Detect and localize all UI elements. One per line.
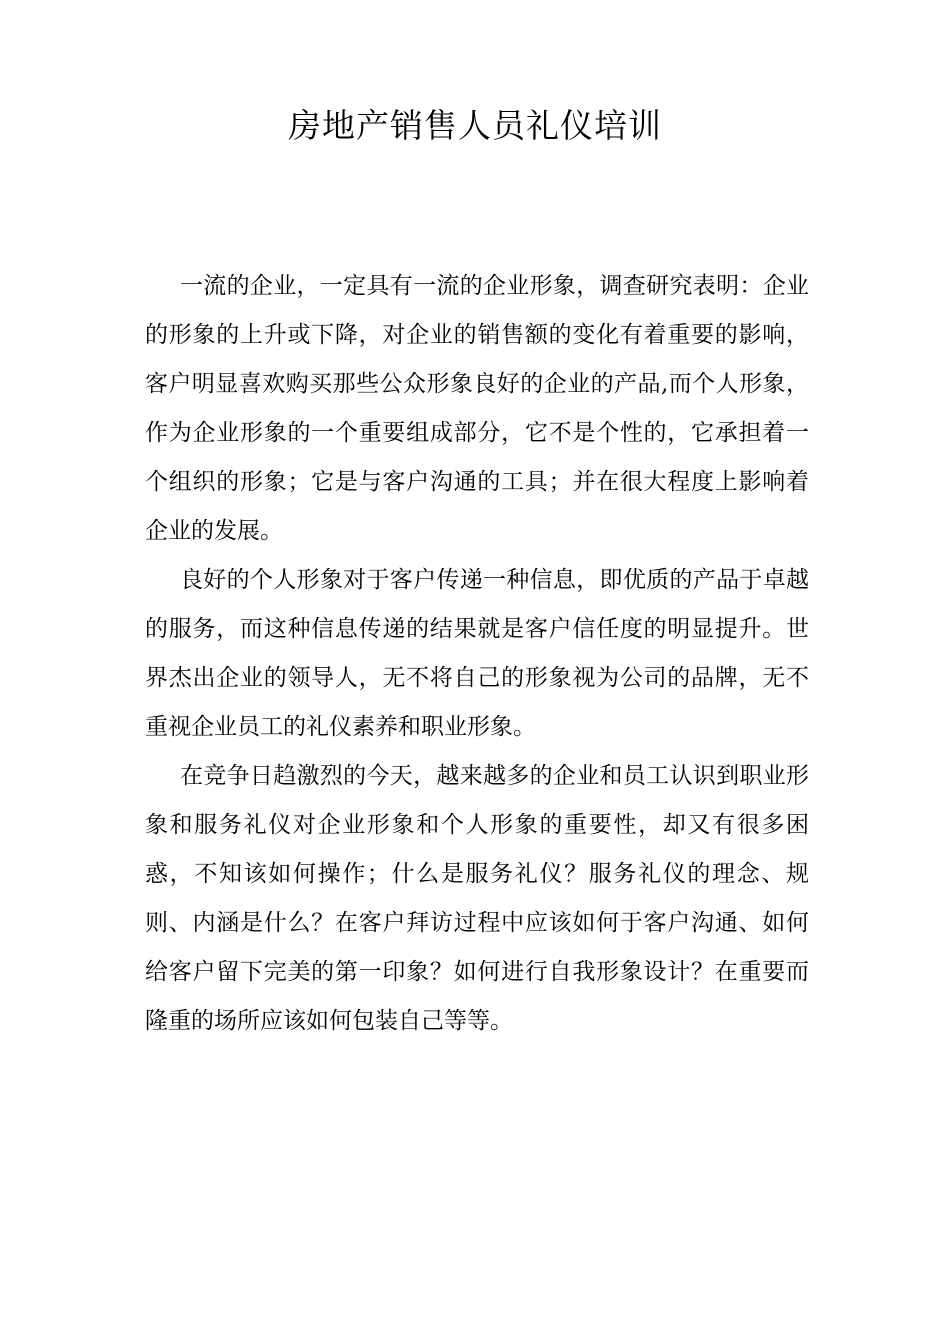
document-title: 房地产销售人员礼仪培训 — [288, 106, 662, 145]
paragraph-personal-image: 良好的个人形象对于客户传递一种信息，即优质的产品于卓越的服务，而这种信息传递的结果就是客户信任度的明显提升。世界杰出企业的领导人，无不将自己的形象视为公司的品牌，无不重视企业员工的礼仪素养和职业形象。 — [145, 567, 809, 740]
paragraph-corporate-image: 一流的企业，一定具有一流的企业形象，调查研究表明：企业的形象的上升或下降，对企业的销售额的变化有着重要的影响，客户明显喜欢购买那些公众形象良好的企业的产品,而个人形象，作为企业形象的一个重要组成部分，它不是个性的，它承担着一个组织的形象；它是与客户沟通的工具；并在很大程度上影响着企业的发展。 — [145, 273, 809, 544]
document-body — [145, 262, 809, 1046]
paragraph-service-etiquette: 在竞争日趋激烈的今天，越来越多的企业和员工认识到职业形象和服务礼仪对企业形象和个人形象的重要性，却又有很多困惑，不知该如何操作；什么是服务礼仪？服务礼仪的理念、规则、内涵是什么？在客户拜访过程中应该如何于客户沟通、如何给客户留下完美的第一印象？如何进行自我形象设计？在重要而隆重的场所应该如何包装自己等等。 — [145, 763, 809, 1034]
